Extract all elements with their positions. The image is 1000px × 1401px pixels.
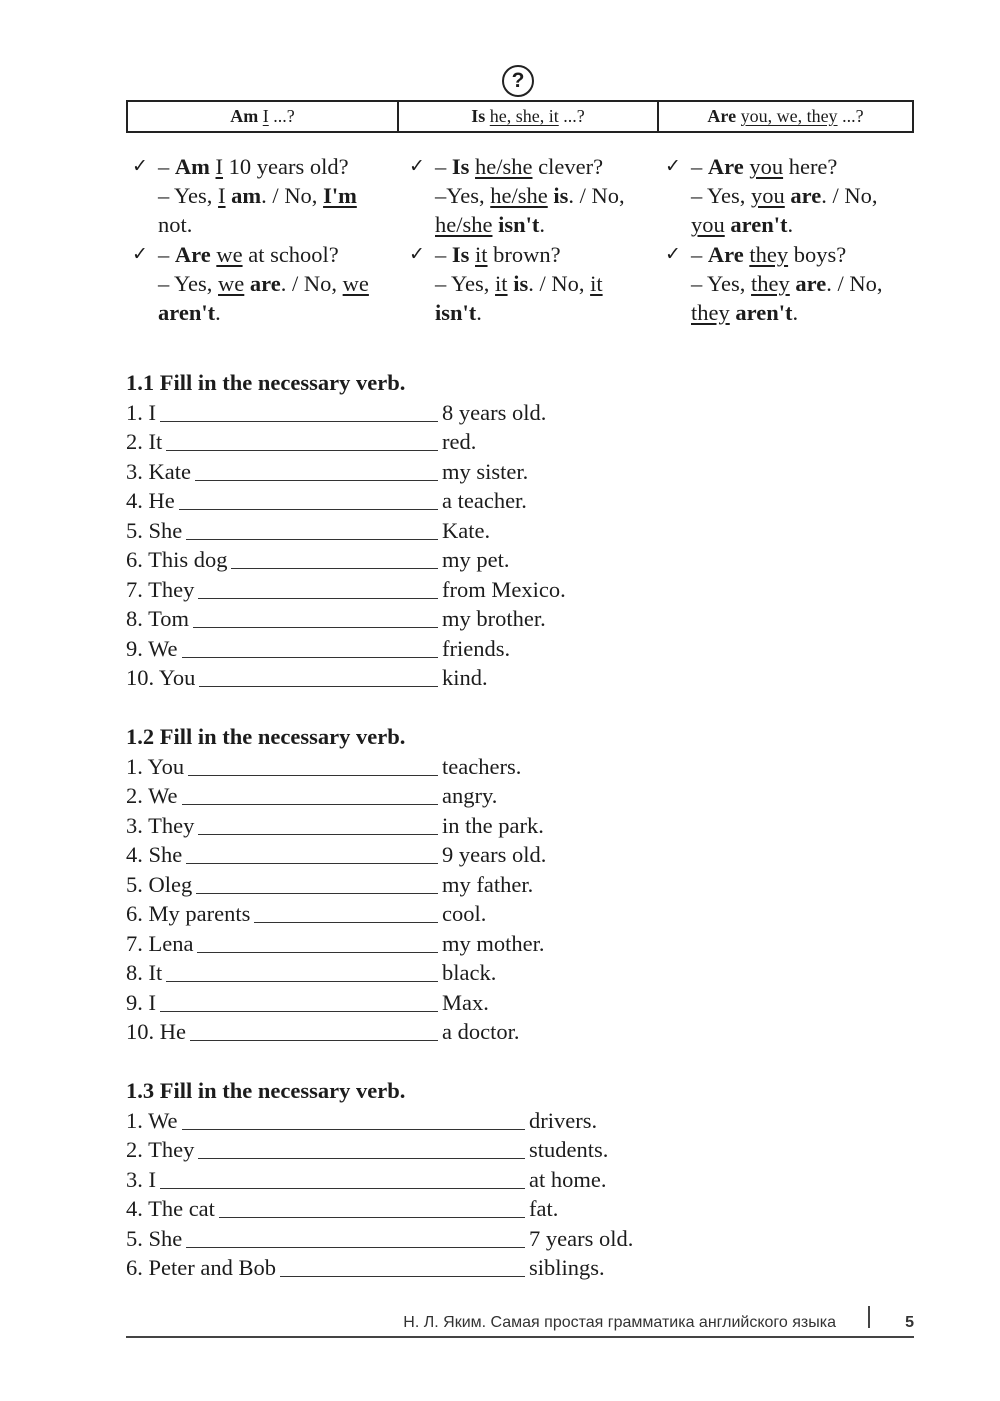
exercise-item [126, 988, 489, 1018]
item-predicate: my mother. [442, 930, 545, 956]
example-answer: – Yes, we are. / No, we aren't. [158, 270, 369, 326]
item-subject: 4. She [126, 840, 186, 870]
exercise-item [126, 604, 546, 634]
exercise-item [126, 427, 477, 457]
item-subject: 10. He [126, 1017, 190, 1047]
item-subject: 9. We [126, 634, 182, 664]
item-subject: 1. I [126, 398, 160, 428]
examples-are-column [665, 152, 915, 327]
exercise-item [126, 1106, 598, 1136]
example-question: ✓ – Are you here? [665, 152, 915, 181]
answer-blank[interactable] [126, 421, 438, 422]
item-subject: 5. Oleg [126, 870, 196, 900]
item-predicate: 7 years old. [529, 1225, 634, 1251]
checkmark-icon: ✓ [409, 155, 425, 177]
item-subject: 2. It [126, 427, 166, 457]
item-predicate: 8 years old. [442, 399, 547, 425]
exercise-item [126, 398, 547, 428]
page-number: 5 [905, 1314, 914, 1331]
checkmark-icon: ✓ [665, 242, 681, 265]
item-subject: 8. Tom [126, 604, 193, 634]
item-predicate: teachers. [442, 753, 522, 779]
item-predicate: my pet. [442, 547, 510, 572]
item-subject: 3. They [126, 811, 198, 841]
exercise-item [126, 1253, 605, 1283]
example-answer: – Yes, I am. / No, I'm not. [158, 183, 357, 238]
example-question: ✓ – Are we at school? [132, 240, 387, 269]
item-predicate: my sister. [442, 458, 529, 484]
exercise-item [126, 575, 566, 605]
item-predicate: siblings. [529, 1255, 605, 1280]
item-subject: 2. They [126, 1135, 198, 1165]
item-predicate: red. [442, 429, 477, 454]
item-subject: 4. The cat [126, 1194, 219, 1224]
exercise-title: 1.1 Fill in the necessary verb. [126, 370, 406, 395]
footer-divider [868, 1306, 870, 1328]
item-subject: 4. He [126, 486, 179, 516]
item-predicate: drivers. [529, 1107, 598, 1133]
exercise-title: 1.3 Fill in the necessary verb. [126, 1078, 406, 1103]
example-answer: – Yes, they are. / No, they aren't. [691, 270, 883, 326]
page-footer [126, 1306, 914, 1338]
checkmark-icon: ✓ [132, 155, 148, 177]
exercise-item [126, 929, 545, 959]
item-predicate: a doctor. [442, 1019, 520, 1044]
item-subject: 3. Kate [126, 457, 195, 487]
item-subject: 1. We [126, 1106, 182, 1136]
item-predicate: 9 years old. [442, 842, 547, 867]
item-predicate: cool. [442, 901, 487, 926]
item-subject: 7. Lena [126, 929, 197, 959]
question-mark-icon: ? [502, 65, 534, 97]
item-predicate: at home. [529, 1166, 607, 1192]
example-question: ✓ – Is he/she clever? [409, 152, 639, 181]
example-answer: – Yes, it is. / No, it isn't. [435, 270, 603, 326]
item-subject: 9. I [126, 988, 160, 1018]
table-header-is: Is he, she, it ...? [399, 102, 659, 131]
answer-blank[interactable] [126, 450, 438, 451]
item-predicate: Kate. [442, 517, 491, 543]
item-subject: 2. We [126, 781, 182, 811]
exercise-item [126, 1224, 634, 1254]
table-header-am: Am I ...? [128, 102, 399, 131]
item-predicate: students. [529, 1137, 609, 1162]
example-question: ✓ – Is it brown? [409, 240, 639, 269]
item-predicate: a teacher. [442, 488, 527, 513]
example-question: ✓ – Are they boys? [665, 240, 915, 269]
item-subject: 6. My parents [126, 899, 254, 929]
exercise-item [126, 634, 511, 664]
item-predicate: friends. [442, 635, 511, 661]
exercise-item [126, 1017, 520, 1047]
exercise-item [126, 486, 527, 516]
examples-am-column [132, 152, 387, 327]
item-predicate: my brother. [442, 606, 546, 631]
item-predicate: my father. [442, 871, 534, 897]
exercise-item [126, 1135, 609, 1165]
exercise-item [126, 781, 498, 811]
item-subject: 5. She [126, 1224, 186, 1254]
exercise-item [126, 811, 544, 841]
example-answer: – Yes, you are. / No, you aren't. [691, 183, 878, 238]
checkmark-icon: ✓ [409, 242, 425, 265]
exercise-1-1 [126, 368, 566, 693]
item-subject: 3. I [126, 1165, 160, 1195]
item-predicate: kind. [442, 665, 488, 690]
exercise-item [126, 870, 534, 900]
exercise-item [126, 1165, 607, 1195]
item-predicate: from Mexico. [442, 576, 566, 602]
item-subject: 6. Peter and Bob [126, 1253, 280, 1283]
examples-is-column [409, 152, 639, 327]
exercise-1-3 [126, 1076, 634, 1283]
checkmark-icon: ✓ [665, 155, 681, 177]
item-predicate: Max. [442, 989, 489, 1015]
exercise-item [126, 1194, 559, 1224]
item-subject: 7. They [126, 575, 198, 605]
exercise-title: 1.2 Fill in the necessary verb. [126, 724, 406, 749]
item-subject: 8. It [126, 958, 166, 988]
item-subject: 6. This dog [126, 545, 231, 575]
item-predicate: black. [442, 960, 497, 985]
item-predicate: fat. [529, 1196, 559, 1221]
exercise-item [126, 899, 487, 929]
answer-blank[interactable] [126, 1129, 525, 1130]
answer-blank[interactable] [126, 1188, 525, 1189]
exercise-item [126, 516, 491, 546]
exercise-item [126, 958, 497, 988]
answer-blank[interactable] [126, 981, 438, 982]
exercise-item [126, 752, 522, 782]
exercise-1-2 [126, 722, 547, 1047]
table-header-are: Are you, we, they ...? [707, 106, 864, 126]
item-predicate: in the park. [442, 812, 544, 838]
exercise-item [126, 663, 488, 693]
item-predicate: angry. [442, 783, 498, 808]
item-subject: 1. You [126, 752, 188, 782]
exercise-item [126, 545, 510, 575]
checkmark-icon: ✓ [132, 242, 148, 265]
exercise-item [126, 840, 547, 870]
example-question: ✓ – Am I 10 years old? [132, 152, 387, 181]
example-answer: –Yes, he/she is. / No, he/she isn't. [435, 183, 625, 238]
exercise-item [126, 457, 529, 487]
item-subject: 5. She [126, 516, 186, 546]
answer-blank[interactable] [126, 1011, 438, 1012]
book-title: Н. Л. Яким. Самая простая грамматика английского языка [403, 1314, 836, 1331]
item-subject: 10. You [126, 663, 199, 693]
question-forms-table [126, 100, 914, 133]
